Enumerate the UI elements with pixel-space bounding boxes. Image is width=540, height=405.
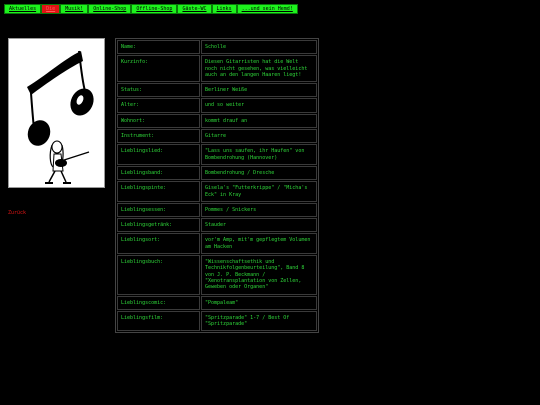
back-link[interactable]: Zurück	[8, 210, 27, 216]
row-value: Bombendrohung / Dresche	[201, 166, 317, 180]
row-key: Lieblingsfilm:	[117, 311, 200, 332]
row-value: Stauder	[201, 218, 317, 232]
table-row	[117, 166, 317, 180]
table-row	[117, 129, 317, 143]
table-row	[117, 114, 317, 128]
nav-online-shop[interactable]: Online-Shop	[88, 4, 131, 14]
row-value: Pommes / Snickers	[201, 203, 317, 217]
row-key: Lieblingsort:	[117, 233, 200, 254]
row-value: Gitarre	[201, 129, 317, 143]
row-value: Diesen Gitarristen hat die Welt noch nicht gesehen, was vielleicht auch an den langen Haaren liegt!	[201, 55, 317, 82]
nav-links[interactable]: Links	[212, 4, 237, 14]
row-key: Lieblingspinte:	[117, 181, 200, 202]
table-row	[117, 203, 317, 217]
row-value: kommt drauf an	[201, 114, 317, 128]
row-value: "Pompaleam"	[201, 296, 317, 310]
nav-aktuelles[interactable]: Aktuelles	[4, 4, 41, 14]
row-key: Kurzinfo:	[117, 55, 200, 82]
row-value: "Spritzparade" 1-7 / Best Of "Spritzparade"	[201, 311, 317, 332]
row-key: Wohnort:	[117, 114, 200, 128]
row-value: und so weiter	[201, 98, 317, 112]
table-row	[117, 311, 317, 332]
nav-die[interactable]: Die	[41, 4, 60, 14]
nav-musik[interactable]: Musik!	[60, 4, 88, 14]
row-value: Gisela's "Futterkrippe" / "Micha's Eck" in Kray	[201, 181, 317, 202]
row-key: Alter:	[117, 98, 200, 112]
table-row	[117, 255, 317, 294]
row-value: vor'm Amp, mit'm gepflegtem Volumen am Hacken	[201, 233, 317, 254]
guitarist-drawing-icon	[9, 39, 105, 188]
table-row	[117, 83, 317, 97]
row-value: Scholle	[201, 40, 317, 54]
row-key: Name:	[117, 40, 200, 54]
row-value: "Wissenschaftsethik und Technikfolgenbeurteilung", Band 8 von J. P. Beckmann / "Xenotransplantation von Zellen, Geweben oder Organen"	[201, 255, 317, 294]
nav-hemd[interactable]: ...und sein Hemd!	[237, 4, 298, 14]
table-row	[117, 40, 317, 54]
nav-offline-shop[interactable]: Offline-Shop	[131, 4, 177, 14]
row-key: Lieblingsbuch:	[117, 255, 200, 294]
table-row	[117, 181, 317, 202]
nav-gaeste-wc[interactable]: Gäste-WC	[177, 4, 211, 14]
table-row	[117, 55, 317, 82]
table-row	[117, 98, 317, 112]
table-row	[117, 218, 317, 232]
row-value: Berliner Weiße	[201, 83, 317, 97]
row-key: Lieblingsessen:	[117, 203, 200, 217]
row-key: Lieblingsgetränk:	[117, 218, 200, 232]
row-key: Lieblingscomic:	[117, 296, 200, 310]
member-photo	[8, 38, 105, 188]
table-row	[117, 296, 317, 310]
row-key: Lieblingslied:	[117, 144, 200, 165]
profile-table	[115, 38, 319, 333]
row-key: Lieblingsband:	[117, 166, 200, 180]
row-key: Instrument:	[117, 129, 200, 143]
table-row	[117, 144, 317, 165]
row-key: Status:	[117, 83, 200, 97]
row-value: "Lass uns saufen, ihr Haufen" von Bombendrohung (Hannover)	[201, 144, 317, 165]
top-navigation	[4, 4, 298, 12]
table-row	[117, 233, 317, 254]
